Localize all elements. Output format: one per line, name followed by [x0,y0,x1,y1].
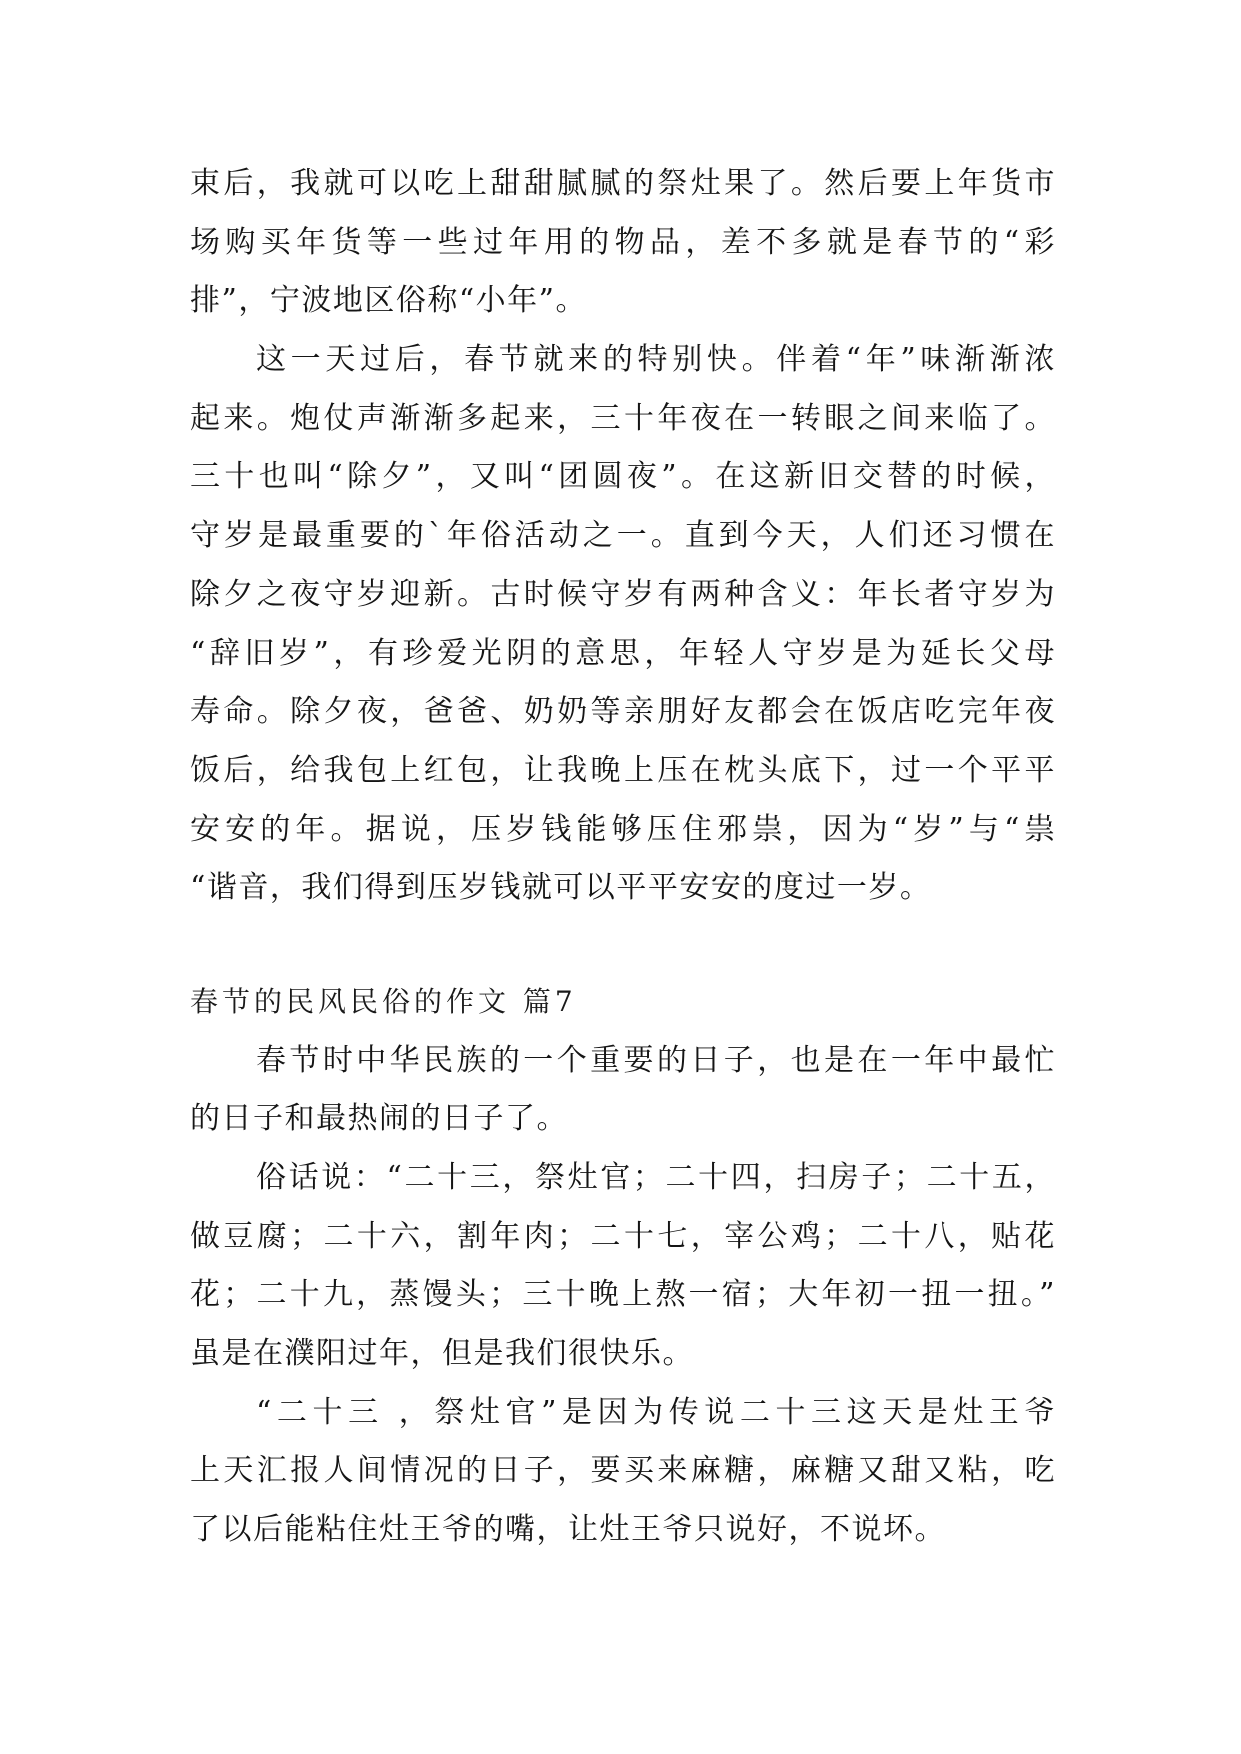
paragraph [190,155,1056,331]
document-section [190,973,1056,1560]
text-line: 了以后能粘住灶王爷的嘴，让灶王爷只说好，不说坏。 [190,1512,946,1548]
text-line: 寿命。除夕夜，爸爸、奶奶等亲朋好友都会在饭店吃完年夜 [190,694,1056,730]
text-line: 上天汇报人间情况的日子，要买来麻糖，麻糖又甜又粘，吃 [190,1453,1056,1489]
text-line: “辞旧岁”，有珍爱光阴的意思，年轻人守岁是为延长父母 [190,635,1056,671]
paragraph [190,1384,1056,1560]
text-line: 除夕之夜守岁迎新。古时候守岁有两种含义：年长者守岁为 [190,576,1056,612]
paragraph [190,1149,1056,1384]
text-line: 虽是在濮阳过年，但是我们很快乐。 [190,1336,694,1372]
paragraph [190,1032,1056,1149]
text-line: 俗话说：“二十三，祭灶官；二十四，扫房子；二十五， [256,1160,1056,1195]
text-line: 春节时中华民族的一个重要的日子，也是在一年中最忙 [256,1042,1056,1078]
section-heading: 春节的民风民俗的作文 篇7 [190,984,577,1018]
text-line: 这一天过后，春节就来的特别快。伴着“年”味渐渐浓 [256,342,1056,378]
document-section [190,155,1056,918]
text-line: 守岁是最重要的`年俗活动之一。直到今天，人们还习惯在 [190,518,1056,554]
text-line: 的日子和最热闹的日子了。 [190,1101,568,1137]
text-line: 花；二十九，蒸馒头；三十晚上熬一宿；大年初一扭一扭。” [190,1277,1056,1313]
text-line: 场购买年货等一些过年用的物品，差不多就是春节的“彩 [190,224,1056,260]
text-line: 做豆腐；二十六，割年肉；二十七，宰公鸡；二十八，贴花 [190,1218,1056,1254]
text-line: 饭后，给我包上红包，让我晚上压在枕头底下，过一个平平 [190,752,1056,788]
text-line: 三十也叫“除夕”，又叫“团圆夜”。在这新旧交替的时候， [190,459,1056,495]
text-line: 起来。炮仗声渐渐多起来，三十年夜在一转眼之间来临了。 [190,400,1056,436]
text-line: 排”，宁波地区俗称“小年”。 [190,283,588,319]
document-body [190,155,1056,1560]
text-line: “二十三 ，祭灶官”是因为传说二十三这天是灶王爷 [256,1394,1056,1430]
paragraph [190,331,1056,918]
text-line: “谐音，我们得到压岁钱就可以平平安安的度过一岁。 [190,870,932,906]
text-line: 束后，我就可以吃上甜甜腻腻的祭灶果了。然后要上年货市 [190,166,1056,201]
text-line: 安安的年。据说，压岁钱能够压住邪祟，因为“岁”与“祟 [190,811,1056,847]
